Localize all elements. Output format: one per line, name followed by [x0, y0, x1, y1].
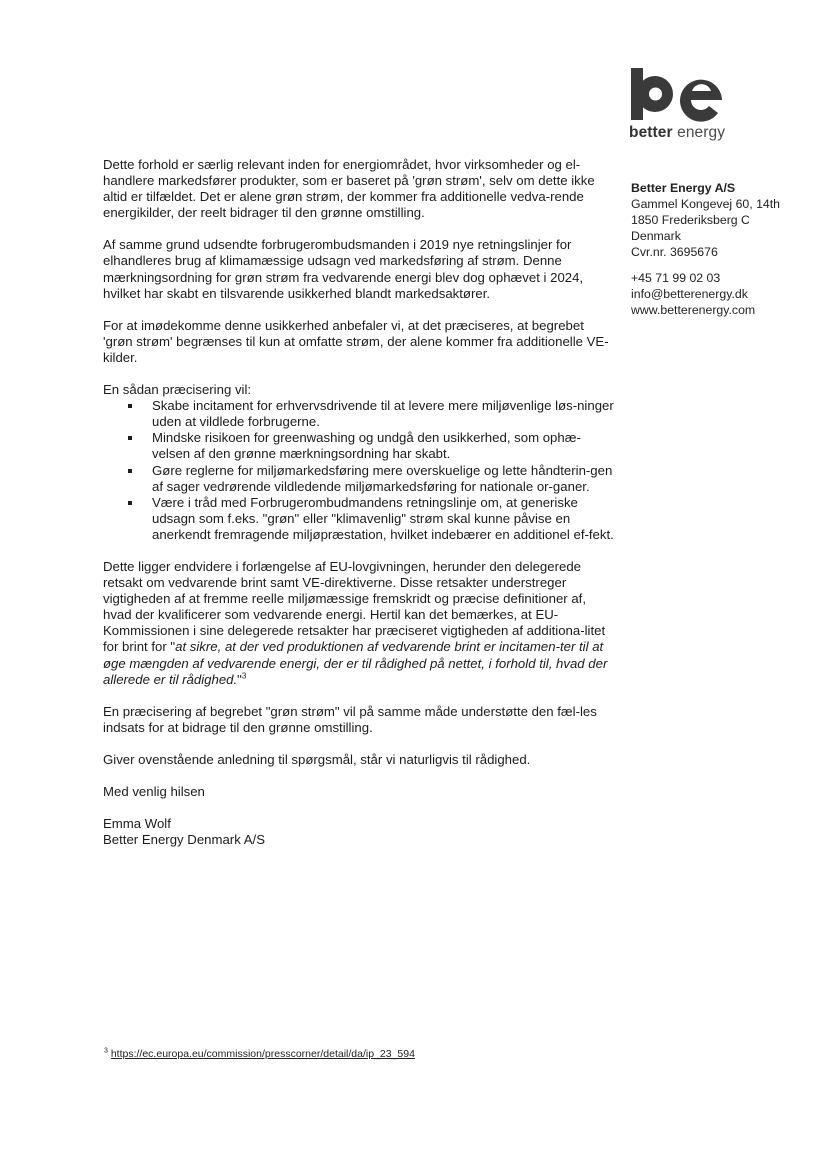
be-logo-icon — [629, 68, 725, 122]
company-website[interactable]: www.betterenergy.com — [631, 303, 756, 317]
footnote-number: 3 — [104, 1047, 108, 1055]
closing: Med venlig hilsen — [103, 784, 205, 799]
company-address-line2: 1850 Frederiksberg C — [631, 213, 750, 227]
signer-name: Emma Wolf — [103, 816, 171, 832]
list-item: Være i tråd med Forbrugerombudmandens retningslinje om, at generiske udsagn som f.eks. "grøn" eller "klimavenlig" strøm skal kunne påvise en anerkendt fremragende miljøpræstation, hvilket indebærer en additionel ef-fekt. — [103, 495, 617, 543]
paragraph-4: Dette ligger endvidere i forlængelse af EU-lovgivningen, herunder den delegerede retsakt om vedvarende brint samt VE-direktiverne. Disse retsakter understreger vigtigheden af at fremme reelle miljømæssige fremskridt og præcise definitioner af, hvad der kvalificerer som vedvarende energi. Hertil kan det bemærkes, at EU-Kommissionen i sine delegerede retsakter har præciseret vigtigheden af additiona-litet for brint for "at sikre, at der ved produktionen af vedvarende brint er incitamen-ter til at øge mængden af vedvarende energi, der er til rådighed på nettet, i forhold til, hvad der allerede er til rådighed."$^3$ — [103, 558, 608, 687]
footnote — [104, 1048, 415, 1060]
logo-wordmark: better energy — [629, 124, 726, 141]
company-email[interactable]: info@betterenergy.dk — [631, 287, 748, 301]
benefits-list — [103, 398, 617, 543]
paragraph-5: En præcisering af begrebet "grøn strøm" vil på samme måde understøtte den fæl-les indsats for at bidrage til den grønne omstilling. — [103, 703, 597, 735]
list-intro: En sådan præcisering vil: — [103, 382, 252, 398]
signer-company: Better Energy Denmark A/S — [103, 832, 265, 848]
company-country: Denmark — [631, 229, 681, 243]
letter-body — [103, 157, 617, 864]
company-phone: +45 71 99 02 03 — [631, 271, 721, 285]
footnote-ref: 3 — [241, 671, 247, 681]
list-item: Skabe incitament for erhvervsdrivende til at levere mere miljøvenlige løs-ninger uden at vildlede forbrugerne. — [103, 398, 617, 430]
paragraph-1: Dette forhold er særlig relevant inden for energiområdet, hvor virksomheder og el-handlere markedsfører produkter, som er baseret på 'grøn strøm', selv om dette ikke altid er tilfældet. Det er alene grøn strøm, der kommer fra additionelle vedva-rende energikilder, der reelt bidrager til den grønne omstilling. — [103, 157, 595, 221]
footnote-link[interactable]: https://ec.europa.eu/commission/presscorner/detail/da/ip_23_594 — [110, 1048, 415, 1060]
list-item: Gøre reglerne for miljømarkedsføring mere overskuelige og lette håndterin-gen af sager vedrørende vildledende miljømarkedsføring for nationale or-ganer. — [103, 463, 617, 495]
company-info — [631, 180, 780, 318]
paragraph-2: Af samme grund udsendte forbrugerombudsmanden i 2019 nye retningslinjer for elhandleres brug af klimamæssige udsagn ved markedsføring af strøm. Denne mærkningsordning for grøn strøm fra vedvarende energi blev dog ophævet i 2024, hvilket har skabt en tilsvarende usikkerhed blandt markedsaktører. — [103, 237, 584, 301]
company-cvr: Cvr.nr. 3695676 — [631, 245, 718, 259]
better-energy-logo — [629, 68, 729, 142]
company-address-line1: Gammel Kongevej 60, 14th — [631, 197, 781, 211]
company-name: Better Energy A/S — [631, 181, 736, 195]
paragraph-6: Giver ovenstående anledning til spørgsmål, står vi naturligvis til rådighed. — [103, 751, 531, 767]
quote-italic: at sikre, at der ved produktionen af vedvarende brint er incitamen-ter til at øge mængden af vedvarende energi, der er til rådighed på nettet, i forhold til, hvad der allerede er til rådighed. — [103, 639, 608, 687]
list-item: Mindske risikoen for greenwashing og undgå den usikkerhed, som ophæ-velsen af den grønne mærkningsordning har skabt. — [103, 430, 617, 462]
paragraph-3: For at imødekomme denne usikkerhed anbefaler vi, at det præciseres, at begrebet 'grøn strøm' begrænses til kun at omfatte strøm, der alene kommer fra additionelle VE-kilder. — [103, 317, 609, 365]
